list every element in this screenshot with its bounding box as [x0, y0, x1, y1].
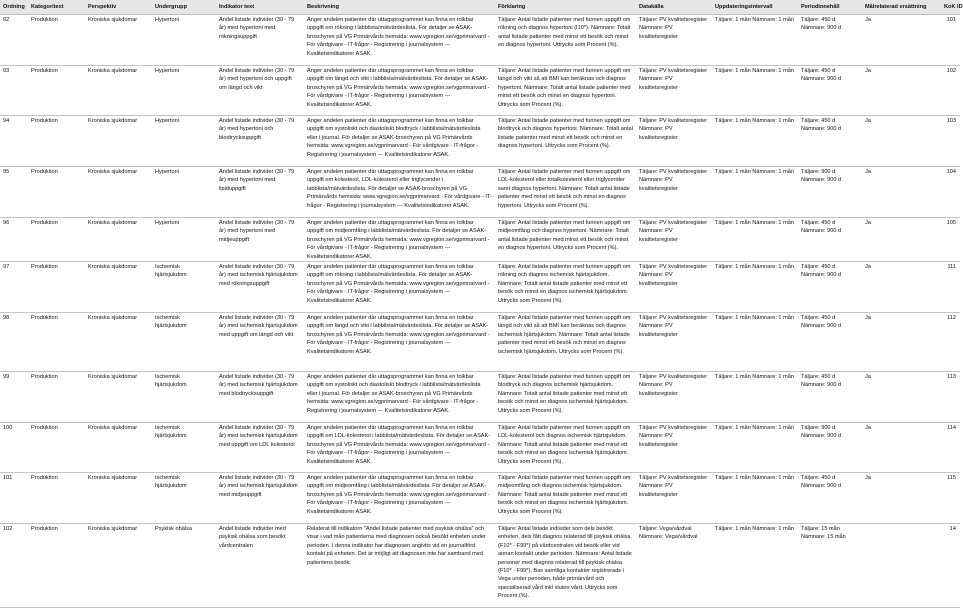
indikator-cell: Andel listade individer (30 - 79 år) med ischemisk hjärtsjukdom med midjeuppgift	[219, 475, 298, 498]
kategori-cell: Produktion	[31, 68, 58, 74]
indikator-cell: Andel listade individer (30 - 79 år) med ischemisk hjärtsjukdom med uppgift om längd och vikt	[219, 315, 298, 338]
kategori-cell: Produktion	[31, 118, 58, 124]
kok-id-cell: 115	[947, 475, 956, 482]
period-cell: Täljare: 450 d Nämnare: 900 d	[801, 68, 842, 83]
period-cell: Täljare: 450 d Nämnare: 900 d	[801, 118, 842, 133]
kategori-cell: Produktion	[31, 315, 58, 322]
beskrivning-cell: Anger andelen patienter där uttagsprogrammet kan finna en tolkbar uppgift om längd och vikt i labblista/mätvärdeslista. För detaljer se ASAK-broschyren på VG Primärvårds hemsida: www.vgregion.se/vgprimarvard - För vårdgivare - IT-frågor - Registrering i journalsystem --- Kvalitetsindikatorer ASAK.	[307, 68, 490, 108]
table-row	[0, 524, 960, 608]
column-forklaring-header: Förklaring	[495, 0, 636, 15]
datakalla-cell: Täljare: PV kvalitetsregister Nämnare: PV kvalitetsregister	[639, 118, 708, 141]
table-row	[0, 423, 960, 473]
forklaring-cell: Täljare: Antal listade patienter med funnen uppgift om blodtryck och diagnos hypertoni. Nämnare: Totalt antal listade patienter med minst ett besök och minst en diagnos hypertoni. Uttrycks som Procent (%).	[498, 118, 633, 150]
perspektiv-cell: Kroniska sjukdomar	[88, 526, 138, 533]
column-uppdateringsintervall-header: Uppdateringsintervall	[712, 0, 798, 15]
ordning-cell: 95	[3, 169, 10, 175]
malrelaterad-cell: Ja	[865, 169, 871, 175]
perspektiv-cell: Kroniska sjukdomar	[88, 374, 138, 381]
indikator-cell: Andel listade individer (30 - 79 år) med hypertoni och blodtrycksuppgift	[219, 118, 295, 141]
forklaring-cell: Täljare: Antal listade patienter med funnen uppgift om midjeomfång och diagnos ischemisk hjärtsjukdom. Nämnare: Totalt antal listade patienter med minst ett besök och minst en diagnos ischemisk hjärtsjukdom. Uttrycks som Procent (%).	[498, 475, 631, 515]
datakalla-cell: Täljare: PV kvalitetsregister Nämnare: PV kvalitetsregister	[639, 169, 708, 192]
table-row	[0, 15, 960, 66]
undergrupp-cell: Ischemisk hjärtsjukdom	[155, 475, 187, 490]
ordning-cell: 98	[3, 315, 10, 322]
kok-id-cell: 113	[947, 374, 956, 381]
table-row	[0, 116, 960, 167]
forklaring-cell: Täljare: Antal listade patienter med funnen uppgift om LDL-kolesterol och diagnos ischemisk hjärtsjukdom. Nämnare: Totalt antal listade patienter med minst ett besök och minst en diagnos ischemisk hjärtsjukdom. Uttrycks som Procent (%).	[498, 425, 631, 465]
table-row	[0, 167, 960, 218]
indikator-cell: Andel listade individer (30 - 79 år) med ischemisk hjärtsjukdom med uppgift om LDL kolesterol	[219, 425, 298, 448]
kok-id-cell: 14	[949, 526, 956, 533]
ordning-cell: 100	[3, 425, 13, 432]
intervall-cell: Täljare: 1 mån Nämnare: 1 mån	[715, 264, 794, 271]
period-cell: Täljare: 450 d Nämnare: 900 d	[801, 315, 842, 330]
ordning-cell: 93	[3, 68, 10, 74]
datakalla-cell: Täljare: PV kvalitetsregister Nämnare: PV kvalitetsregister	[639, 264, 708, 287]
perspektiv-cell: Kroniska sjukdomar	[88, 118, 138, 124]
ordning-cell: 102	[3, 526, 13, 533]
kok-id-cell: 103	[946, 118, 956, 124]
kategori-cell: Produktion	[31, 220, 58, 226]
undergrupp-cell: Hypertoni	[155, 118, 179, 124]
undergrupp-cell: Hypertoni	[155, 220, 179, 226]
table-row	[0, 313, 960, 372]
kok-id-cell: 114	[947, 425, 956, 432]
column-malrelaterad-ersattning-header: Målrelaterad ersättning	[862, 0, 941, 15]
undergrupp-cell: Hypertoni	[155, 169, 179, 175]
column-perspektiv-header: Perspektiv	[85, 0, 152, 15]
table-row	[0, 218, 960, 262]
beskrivning-cell: Anger andelen patienter där uttagsprogrammet kan finna en tolkbar uppgift om rökning i labblista/mätvärdeslista. För detaljer se ASAK-broschyren på VG Primärvårds hemsida: www.vgregion.se/vgprimarvard - För vårdgivare - IT-frågor - Registrering i journalsystem --- Kvalitetsindikatorer ASAK.	[307, 264, 490, 304]
malrelaterad-cell: Ja	[865, 68, 871, 74]
kok-id-cell: 102	[946, 68, 956, 74]
period-cell: Täljare: 900 d Nämnare: 900 d	[801, 425, 842, 440]
undergrupp-cell: Psykisk ohälsa	[155, 526, 192, 533]
perspektiv-cell: Kroniska sjukdomar	[88, 425, 138, 432]
table-row	[0, 66, 960, 116]
indikator-cell: Andel listade individer (30 - 79 år) med hypertoni med midjeuppgift	[219, 220, 295, 243]
period-cell: Täljare: 450 d Nämnare: 900 d	[801, 475, 842, 490]
column-datakalla-header: Datakälla	[636, 0, 712, 15]
kok-id-cell: 105	[946, 220, 956, 226]
beskrivning-cell: Anger andelen patienter där uttagsprogrammet kan finna en tolkbar uppgift om systoliskt och diastoliskt blodtryck i labblista/mätvärdeslista eller i journal. För detaljer se ASAK-broschyren på VG Primärvårds hemsida: www.vgregion.se/vgprimarvard - För vårdgivare - IT-frågor - Registrering i journalsystem --- Kvalitetsindikatorer ASAK.	[307, 118, 481, 158]
undergrupp-cell: Ischemisk hjärtsjukdom	[155, 264, 187, 279]
beskrivning-cell: Anger andelen patienter där uttagsprogrammet kan finna en tolkbar uppgift om kolesterol, LDL-kolesterol eller triglycerider i labblista/mätvärdeslista. För detaljer se ASAK-broschyren på VG Primärvårds hemsida: www.vgregion.se/vgprimarvard - För vårdgivare - IT-frågor - Registrering i journalsystem --- Kvalitetsindikatorer ASAK.	[307, 169, 492, 209]
intervall-cell: Täljare: 1 mån Nämnare: 1 mån	[715, 118, 794, 124]
period-cell: Täljare: 450 d Nämnare: 900 d	[801, 264, 842, 279]
undergrupp-cell: Ischemisk hjärtsjukdom	[155, 425, 187, 440]
perspektiv-cell: Kroniska sjukdomar	[88, 475, 138, 482]
kategori-cell: Produktion	[31, 374, 58, 381]
kategori-cell: Produktion	[31, 526, 58, 533]
undergrupp-cell: Ischemisk hjärtsjukdom	[155, 374, 187, 389]
ordning-cell: 96	[3, 220, 10, 226]
ordning-cell: 101	[3, 475, 13, 482]
malrelaterad-cell: Ja	[865, 315, 871, 322]
indikator-cell: Andel listade individer med psykisk ohälsa som besökt vårdcentralen	[219, 526, 286, 549]
intervall-cell: Täljare: 1 mån Nämnare: 1 mån	[715, 526, 794, 533]
malrelaterad-cell: Ja	[865, 17, 871, 23]
kok-id-cell: 111	[947, 264, 956, 271]
undergrupp-cell: Hypertoni	[155, 68, 179, 74]
ordning-cell: 97	[3, 264, 10, 271]
beskrivning-cell: Anger andelen patienter där uttagsprogrammet kan finna en tolkbar uppgift om LDL-kolesterol i labblista/mätvärdeslista. För detaljer se ASAK-broschyren på VG Primärvårds hemsida: www.vgregion.se/vgprimarvard - För vårdgivare - IT-frågor - Registrering i journalsystem --- Kvalitetsindikatorer ASAK.	[307, 425, 491, 465]
forklaring-cell: Täljare: Antal listade patienter med funnen uppgift om midjeomfång och diagnos hypertoni. Nämnare: Totalt antal listade patienter med minst ett besök och minst en diagnos hypertoni. Uttrycks som Procent (%).	[498, 220, 631, 252]
malrelaterad-cell	[862, 524, 941, 608]
perspektiv-cell: Kroniska sjukdomar	[88, 17, 138, 23]
column-kategoritext-header: Kategoritext	[28, 0, 85, 15]
ordning-cell: 94	[3, 118, 10, 124]
column-beskrivning-header: Beskrivning	[304, 0, 495, 15]
datakalla-cell: Täljare: PV kvalitetsregister Nämnare: PV kvalitetsregister	[639, 374, 708, 397]
table-row	[0, 372, 960, 423]
datakalla-cell: Täljare: PV kvalitetsregister Nämnare: PV kvalitetsregister	[639, 315, 708, 338]
forklaring-cell: Täljare: Antal listade patienter med funnen uppgift om längd och vikt så att BMI kan beräknas och diagnos ischemisk hjärtsjukdom. Nämnare: Totalt antal listade patienter med minst ett besök och minst en diagnos ischemisk hjärtsjukdom. Uttrycks som Procent (%).	[498, 315, 631, 355]
forklaring-cell: Täljare: Antal listade patienter med funnen uppgift om LDL-kolesterol eller totalkolesterol eller triglycerider samt diagnos hypertoni. Nämnare: Totalt antal listade patienter med minst ett besök och minst en diagnos hypertoni. Uttrycks som Procent (%).	[498, 169, 631, 209]
malrelaterad-cell: Ja	[865, 118, 871, 124]
forklaring-cell: Täljare: Antal listade patienter med funnen uppgift om rökning och diagnos hypertoni (I10*). Nämnare: Totalt antal listade patienter med minst ett besök och minst en diagnos hypertoni. Uttrycks som Procent (%).	[498, 17, 631, 49]
perspektiv-cell: Kroniska sjukdomar	[88, 315, 138, 322]
intervall-cell: Täljare: 1 mån Nämnare: 1 mån	[715, 475, 794, 482]
kategori-cell: Produktion	[31, 17, 58, 23]
ordning-cell: 92	[3, 17, 10, 23]
malrelaterad-cell: Ja	[865, 220, 871, 226]
table-row	[0, 262, 960, 313]
column-indikator-text-header: Indikator text	[216, 0, 304, 15]
beskrivning-cell: Anger andelen patienter där uttagsprogrammet kan finna en tolkbar uppgift om midjeomfång i labblista/mätvärdeslista. För detaljer se ASAK-broschyren på VG Primärvårds hemsida: www.vgregion.se/vgprimarvard - För vårdgivare - IT-frågor - Registrering i journalsystem --- Kvalitetsindikatorer ASAK.	[307, 475, 490, 515]
beskrivning-cell: Anger andelen patienter där uttagsprogrammet kan finna en tolkbar uppgift om systoliskt och diastoliskt blodtryck i labblista/mätvärdeslista eller i journal. För detaljer se ASAK-broschyren på VG Primärvårds hemsida: www.vgregion.se/vgprimarvard - För vårdgivare - IT-frågor - Registrering i journalsystem --- Kvalitetsindikatorer ASAK.	[307, 374, 481, 414]
kategori-cell: Produktion	[31, 169, 58, 175]
undergrupp-cell: Hypertoni	[155, 17, 179, 23]
malrelaterad-cell: Ja	[865, 425, 871, 432]
kategori-cell: Produktion	[31, 475, 58, 482]
beskrivning-cell: Relaterat till indikatorn "Andel listade patienter med psykisk ohälsa" och visar i vad mån patienterna med diagnosen också besökt enheten under perioden. I denna indikator har diagnosen angivits vid en journalförd kontakt på enheten. Det är möjligt att diagnosen inte har samband med patientens besök.	[307, 526, 486, 566]
forklaring-cell: Täljare: Antal listade patienter med funnen uppgift om längd och vikt så att BMI kan beräknas och diagnos hypertoni. Nämnare: Totalt antal listade patienter med minst ett besök och minst en diagnos hypertoni. Uttrycks som Procent (%).	[498, 68, 631, 108]
kok-id-cell: 101	[946, 17, 956, 23]
kategori-cell: Produktion	[31, 264, 58, 271]
beskrivning-cell: Anger andelen patienter där uttagsprogrammet kan finna en tolkbar uppgift om rökning i labblista/mätvärdeslista. För detaljer se ASAK-broschyren på VG Primärvårds hemsida: www.vgregion.se/vgprimarvard - För vårdgivare - IT-frågor - Registrering i journalsystem --- Kvalitetsindikatorer ASAK.	[307, 17, 490, 57]
table-row	[0, 473, 960, 524]
column-kok-id-header: KoK ID	[941, 0, 960, 15]
forklaring-cell: Täljare: Antal listade patienter med funnen uppgift om rökning och diagnos ischemisk hjärtsjukdom. Nämnare: Totalt antal listade patienter med minst ett besök och minst en diagnos ischemisk hjärtsjukdom. Uttrycks som Procent (%).	[498, 264, 631, 304]
datakalla-cell: Täljare: PV kvalitetsregister Nämnare: PV kvalitetsregister	[639, 475, 708, 498]
intervall-cell: Täljare: 1 mån Nämnare: 1 mån	[715, 374, 794, 381]
indikator-cell: Andel listade individer (30 - 79 år) med ischemisk hjärtsjukdom med blodtrycksuppgift	[219, 374, 298, 397]
intervall-cell: Täljare: 1 mån Nämnare: 1 mån	[715, 220, 794, 226]
indikator-cell: Andel listade individer (30 - 79 år) med ischemisk hjärtsjukdom med rökningsuppgift	[219, 264, 298, 287]
beskrivning-cell: Anger andelen patienter där uttagsprogrammet kan finna en tolkbar uppgift om midjeomfång i labblista/mätvärdeslista. För detaljer se ASAK-broschyren på VG Primärvårds hemsida: www.vgregion.se/vgprimarvard - För vårdgivare - IT-frågor - Registrering i journalsystem --- Kvalitetsindikatorer ASAK.	[307, 220, 490, 260]
indikator-cell: Andel listade individer (30 - 79 år) med hypertoni och uppgift om längd och vikt	[219, 68, 295, 91]
datakalla-cell: Täljare: PV kvalitetsregister Nämnare: PV kvalitetsregister	[639, 220, 708, 243]
column-undergrupp-header: Undergrupp	[152, 0, 216, 15]
perspektiv-cell: Kroniska sjukdomar	[88, 68, 138, 74]
period-cell: Täljare: 450 d Nämnare: 900 d	[801, 374, 842, 389]
ordning-cell: 99	[3, 374, 10, 381]
indikator-cell: Andel listade individer (30 - 79 år) med hypertoni med rökningsuppgift	[219, 17, 295, 40]
period-cell: Täljare: 450 d Nämnare: 900 d	[801, 220, 842, 235]
period-cell: Täljare: 900 d Nämnare: 900 d	[801, 169, 842, 184]
intervall-cell: Täljare: 1 mån Nämnare: 1 mån	[715, 68, 794, 74]
column-periodinnehall-header: Periodinnehåll	[798, 0, 862, 15]
intervall-cell: Täljare: 1 mån Nämnare: 1 mån	[715, 315, 794, 322]
perspektiv-cell: Kroniska sjukdomar	[88, 169, 138, 175]
undergrupp-cell: Ischemisk hjärtsjukdom	[155, 315, 187, 330]
kategori-cell: Produktion	[31, 425, 58, 432]
indikator-cell: Andel listade individer (30 - 79 år) med hypertoni med lipiduppgift	[219, 169, 295, 192]
malrelaterad-cell: Ja	[865, 264, 871, 271]
period-cell: Täljare: 15 mån Nämnare: 15 mån	[801, 526, 846, 541]
datakalla-cell: Täljare: PV kvalitetsregister Nämnare: PV kvalitetsregister	[639, 68, 708, 91]
forklaring-cell: Täljare: Antal listade patienter med funnen uppgift om blodtryck och diagnos ischemisk hjärtsjukdom. Nämnare: Totalt antal listade patienter med minst ett besök och minst en diagnos ischemisk hjärtsjukdom. Uttrycks som Procent (%).	[498, 374, 631, 414]
kok-id-cell: 112	[947, 315, 956, 322]
kok-id-cell: 104	[946, 169, 956, 175]
intervall-cell: Täljare: 1 mån Nämnare: 1 mån	[715, 169, 794, 175]
intervall-cell: Täljare: 1 mån Nämnare: 1 mån	[715, 17, 794, 23]
malrelaterad-cell: Ja	[865, 374, 871, 381]
datakalla-cell: Täljare: PV kvalitetsregister Nämnare: PV kvalitetsregister	[639, 17, 708, 40]
malrelaterad-cell: Ja	[865, 475, 871, 482]
intervall-cell: Täljare: 1 mån Nämnare: 1 mån	[715, 425, 794, 432]
datakalla-cell: Täljare: PV kvalitetsregister Nämnare: PV kvalitetsregister	[639, 425, 708, 448]
column-ordning-header: Ordning	[0, 0, 28, 15]
forklaring-cell: Täljare: Antal listade individer som dels besökt enheten, dels fått diagnos relaterad till psykisk ohälsa (F10* - F99*) på vårdcentralen vid besök eller vid annan kontakt under perioden. Nämnare: Antal listade personer med diagnos relaterad till psykisk ohälsa (F10* - F99*). Bas samtliga kontakter registrerade i Vega under perioden, både primärvård och specialiserad vård inkl sluten vård. Uttrycks som Procent (%).	[498, 526, 632, 600]
beskrivning-cell: Anger andelen patienter där uttagsprogrammet kan finna en tolkbar uppgift om längd och vikt i labblista/mätvärdeslista. För detaljer se ASAK-broschyren på VG Primärvårds hemsida: www.vgregion.se/vgprimarvard - För vårdgivare - IT-frågor - Registrering i journalsystem --- Kvalitetsindikatorer ASAK.	[307, 315, 490, 355]
datakalla-cell: Täljare: Vega/vårdval Nämnare: Vega/vårdval	[639, 526, 698, 541]
perspektiv-cell: Kroniska sjukdomar	[88, 264, 138, 271]
perspektiv-cell: Kroniska sjukdomar	[88, 220, 138, 226]
period-cell: Täljare: 450 d Nämnare: 900 d	[801, 17, 842, 32]
header-row	[0, 0, 960, 15]
table-body	[0, 15, 960, 608]
